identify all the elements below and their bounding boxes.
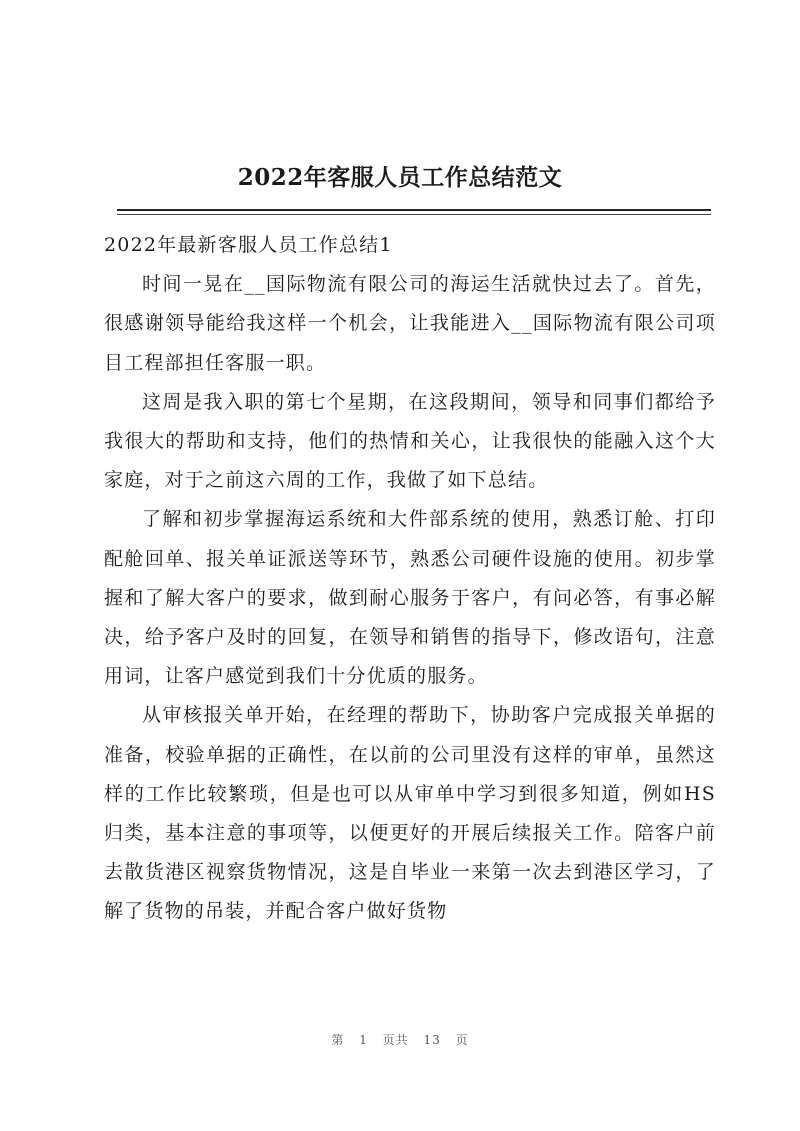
document-title: 2022年客服人员工作总结范文: [237, 164, 563, 191]
paragraph-3: 了解和初步掌握海运系统和大件部系统的使用，熟悉订舱、打印配舱回单、报关单证派送等环节，熟悉公司硬件设施的使用。初步掌握和了解大客户的要求，做到耐心服务于客户，有问必答，有事必解决，给予客户及时的回复，在领导和销售的指导下，修改语句，注意用词，让客户感觉到我们十分优质的服务。: [104, 508, 716, 688]
title-divider-thin: [117, 214, 711, 215]
paragraph-1: 时间一晃在__国际物流有限公司的海运生活就快过去了。首先，很感谢领导能给我这样一个机会，让我能进入__国际物流有限公司项目工程部担任客服一职。: [104, 273, 716, 374]
paragraph-4: 从审核报关单开始，在经理的帮助下，协助客户完成报关单据的准备，校验单据的正确性，在以前的公司里没有这样的审单，虽然这样的工作比较繁琐，但是也可以从审单中学习到很多知道，例如HS归类，基本注意的事项等，以便更好的开展后续报关工作。陪客户前去散货港区视察货物情况，这是自毕业一来第一次去到港区学习，了解了货物的吊装，并配合客户做好货物: [104, 704, 716, 923]
title-divider-thick: [117, 209, 711, 211]
document-body: [104, 226, 716, 932]
section-heading: 2022年最新客服人员工作总结1: [104, 234, 393, 256]
page-number-footer: 第 1 页共 13 页: [331, 1033, 469, 1047]
paragraph-2: 这周是我入职的第七个星期，在这段期间，领导和同事们都给予我很大的帮助和支持，他们的热情和关心，让我很快的能融入这个大家庭，对于之前这六周的工作，我做了如下总结。: [104, 390, 716, 492]
